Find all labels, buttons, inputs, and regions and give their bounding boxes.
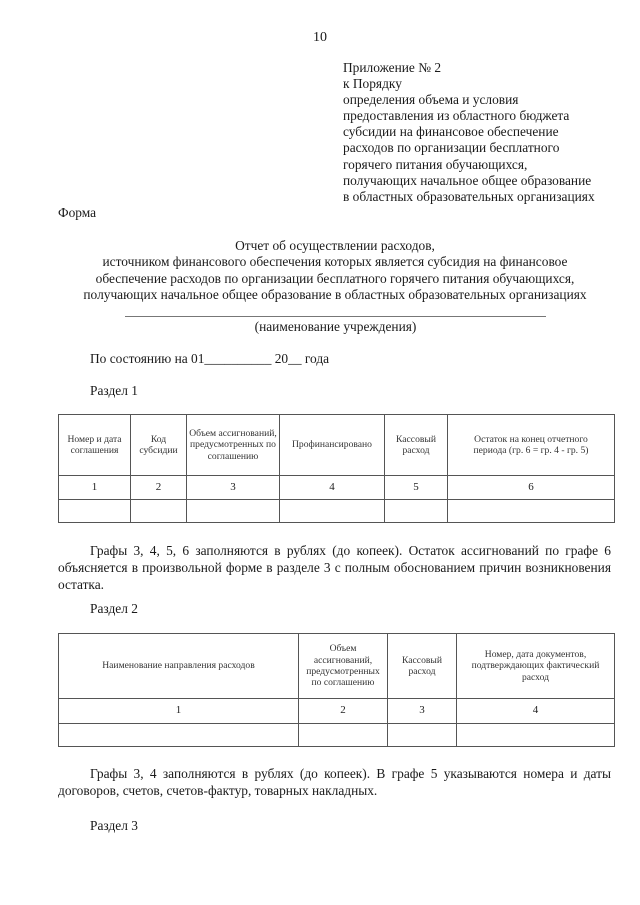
- header-cell: Номер, дата документов, подтверждающих фактический расход: [457, 634, 615, 699]
- institution-name-line: [125, 316, 546, 317]
- header-cell: Остаток на конец отчетного периода (гр. 6 = гр. 4 - гр. 5): [448, 415, 615, 476]
- header-cell: Объем ассигнований, предусмотренных по соглашению: [299, 634, 388, 699]
- table-row: [59, 500, 615, 523]
- form-label: Форма: [58, 205, 97, 220]
- institution-caption: (наименование учреждения): [254, 319, 417, 334]
- column-number: 1: [59, 699, 299, 724]
- table-number-row: [59, 699, 615, 724]
- column-number: 4: [280, 476, 385, 500]
- header-cell: Объем ассигнований, предусмотренных по соглашению: [187, 415, 280, 476]
- appendix-line: горячего питания обучающихся,: [343, 156, 528, 172]
- empty-cell[interactable]: [457, 724, 615, 747]
- column-number: 4: [457, 699, 615, 724]
- section1-table: [58, 414, 615, 523]
- appendix-line: расходов по организации бесплатного: [343, 140, 560, 156]
- title-line: получающих начальное общее образование в областных образовательных организациях: [83, 287, 587, 303]
- empty-cell[interactable]: [280, 500, 385, 523]
- column-number: 1: [59, 476, 131, 500]
- section1-label: Раздел 1: [90, 383, 138, 398]
- appendix-line: Приложение № 2: [343, 60, 442, 75]
- section2-table: [58, 633, 615, 747]
- header-cell: Профинансировано: [280, 415, 385, 476]
- title-line: обеспечение расходов по организации бесплатного горячего питания обучающихся,: [95, 270, 575, 286]
- appendix-line: определения объема и условия: [343, 92, 519, 108]
- table-number-row: [59, 476, 615, 500]
- appendix-line: субсидии на финансовое обеспечение: [343, 124, 559, 140]
- section2-note: Графы 3, 4 заполняются в рублях (до копеек). В графе 5 указываются номера и даты договоров, счетов, счетов-фактур, товарных накладных.: [58, 766, 611, 798]
- report-title: [40, 238, 630, 304]
- empty-cell[interactable]: [448, 500, 615, 523]
- page-number: 10: [313, 30, 327, 45]
- column-number: 3: [187, 476, 280, 500]
- appendix-header: [343, 60, 595, 205]
- appendix-line: предоставления из областного бюджета: [343, 108, 570, 124]
- header-cell: Номер и дата соглашения: [59, 415, 131, 476]
- table-header-row: [59, 634, 615, 699]
- header-cell: Код субсидии: [131, 415, 187, 476]
- empty-cell[interactable]: [59, 500, 131, 523]
- column-number: 2: [131, 476, 187, 500]
- section2-label: Раздел 2: [90, 601, 138, 616]
- column-number: 6: [448, 476, 615, 500]
- appendix-line: получающих начальное общее образование: [343, 172, 592, 188]
- header-cell: Кассовый расход: [385, 415, 448, 476]
- title-line: Отчет об осуществлении расходов,: [235, 238, 435, 253]
- section1-note: Графы 3, 4, 5, 6 заполняются в рублях (до копеек). Остаток ассигнований по графе 6 объясняется в произвольной форме в разделе 3 с полным обоснованием причин возникновения остатка.: [58, 543, 611, 592]
- empty-cell[interactable]: [299, 724, 388, 747]
- appendix-line: в областных образовательных организациях: [343, 188, 595, 204]
- appendix-line: к Порядку: [343, 76, 402, 92]
- table-row: [59, 724, 615, 747]
- column-number: 2: [299, 699, 388, 724]
- empty-cell[interactable]: [187, 500, 280, 523]
- table-header-row: [59, 415, 615, 476]
- section3-label: Раздел 3: [90, 818, 138, 833]
- empty-cell[interactable]: [388, 724, 457, 747]
- header-cell: Наименование направления расходов: [59, 634, 299, 699]
- column-number: 5: [385, 476, 448, 500]
- empty-cell[interactable]: [59, 724, 299, 747]
- empty-cell[interactable]: [385, 500, 448, 523]
- empty-cell[interactable]: [131, 500, 187, 523]
- title-line: источником финансового обеспечения которых является субсидия на финансовое: [102, 254, 568, 270]
- column-number: 3: [388, 699, 457, 724]
- as-of-date-line: По состоянию на 01__________ 20__ года: [90, 351, 330, 366]
- header-cell: Кассовый расход: [388, 634, 457, 699]
